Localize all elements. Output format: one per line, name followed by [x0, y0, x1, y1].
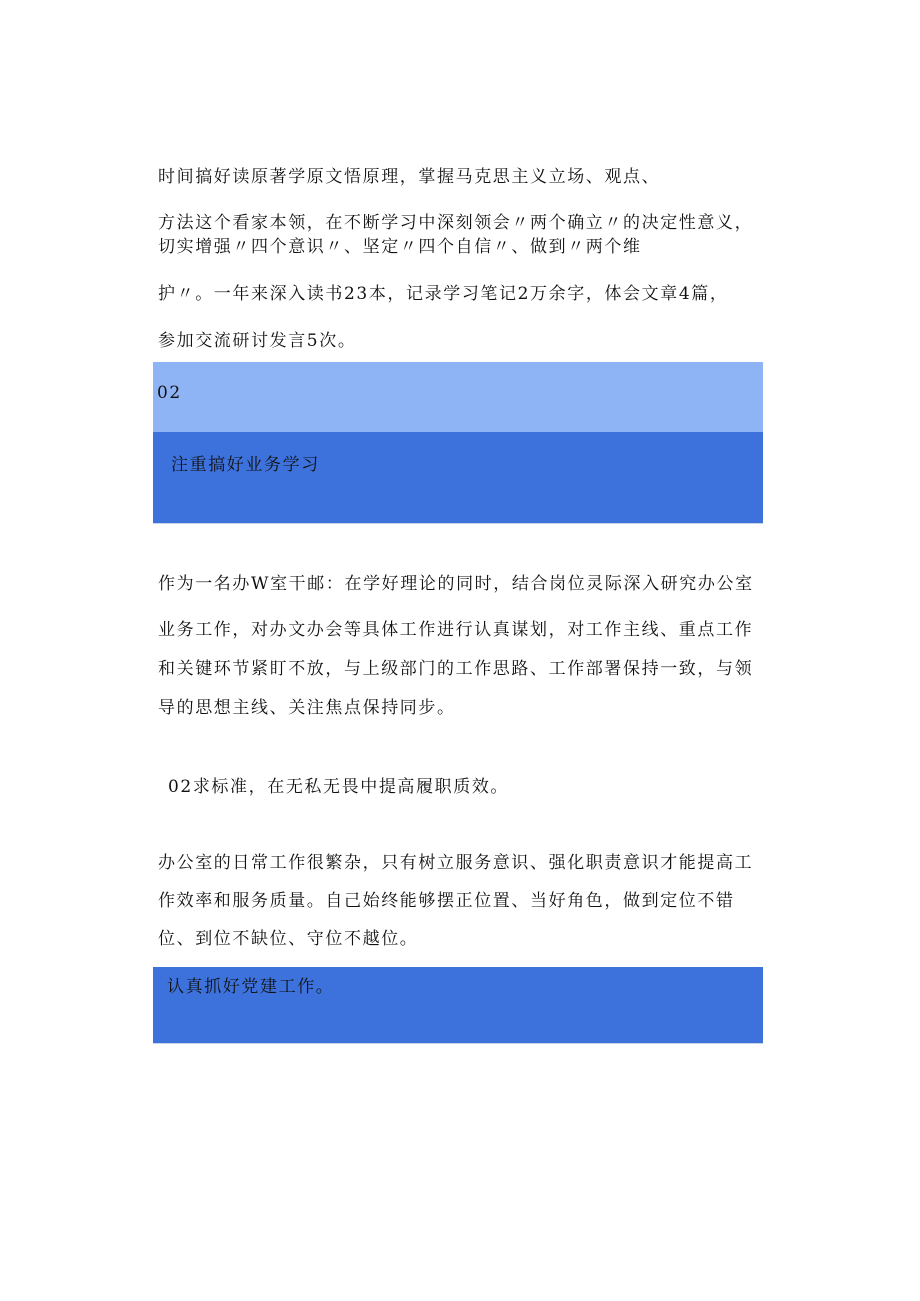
section-number-band: [153, 362, 763, 432]
paragraph-2-line-3: 和关键环节紧盯不放，与上级部门的工作思路、工作部署保持一致，与领: [158, 659, 754, 679]
subheading: 02求标准，在无私无畏中提高履职质效。: [168, 777, 510, 797]
paragraph-2-line-1: 作为一名办W室干邮：在学好理论的同时，结合岗位灵际深入研究办公室: [158, 574, 754, 594]
paragraph-2-line-2: 业务工作，对办文办会等具体工作进行认真谋划，对工作主线、重点工作: [158, 620, 754, 640]
paragraph-1-line-1: 时间搞好读原著学原文悟原理，掌握马克思主义立场、观点、: [158, 167, 661, 187]
section-title-band: [153, 432, 763, 524]
paragraph-1-line-4: 护〃。一年来深入读书23本，记录学习笔记2万余字，体会文章4篇，: [158, 284, 729, 304]
section-title: 注重搞好业务学习: [171, 455, 320, 475]
section-3-band: [153, 967, 763, 1044]
paragraph-1-line-3: 切实增强〃四个意识〃、坚定〃四个自信〃、做到〃两个维: [158, 237, 642, 257]
paragraph-1-line-5: 参加交流研讨发言5次。: [158, 331, 357, 351]
paragraph-3-line-2: 作效率和服务质量。自己始终能够摆正位置、当好角色，做到定位不错: [158, 891, 735, 911]
paragraph-3-line-1: 办公室的日常工作很繁杂，只有树立服务意识、强化职责意识才能提高工: [158, 853, 754, 873]
paragraph-2-line-4: 导的思想主线、关注焦点保持同步。: [158, 698, 456, 718]
paragraph-1-line-2: 方法这个看家本领，在不断学习中深刻领会〃两个确立〃的决定性意义，: [158, 213, 754, 233]
section-3-title: 认真抓好党建工作。: [167, 977, 335, 997]
paragraph-3-line-3: 位、到位不缺位、守位不越位。: [158, 929, 419, 949]
section-number: 02: [157, 383, 182, 403]
